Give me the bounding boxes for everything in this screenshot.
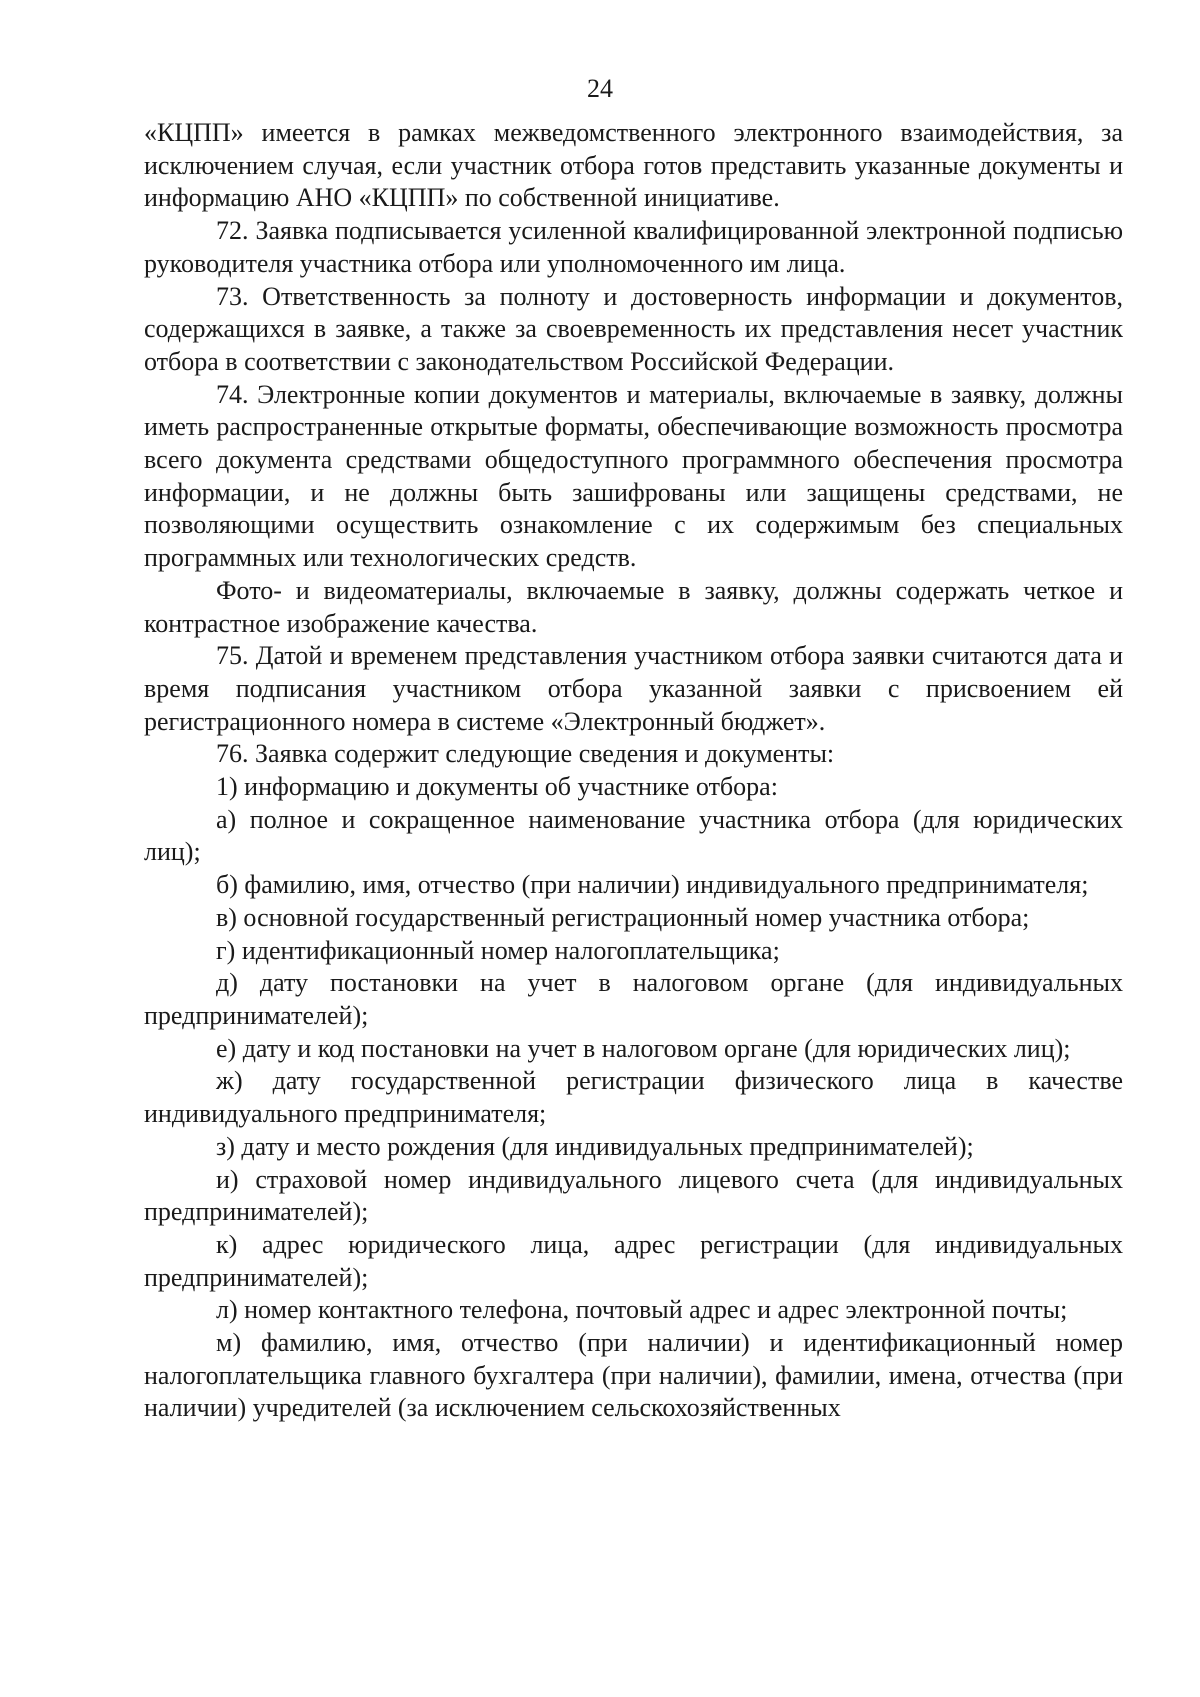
paragraph-continuation: «КЦПП» имеется в рамках межведомственного электронного взаимодействия, за исключением случая, если участник отбора готов представить указанные документы и информацию АНО «КЦПП» по собственной инициативе. (144, 118, 1123, 213)
list-item-k: к) адрес юридического лица, адрес регистрации (для индивидуальных предпринимателей); (144, 1229, 1123, 1292)
list-item-z: з) дату и место рождения (для индивидуальных предпринимателей); (216, 1131, 974, 1161)
list-item-e: е) дату и код постановки на учет в налоговом органе (для юридических лиц); (216, 1033, 1071, 1063)
paragraph-74: 74. Электронные копии документов и материалы, включаемые в заявку, должны иметь распространенные открытые форматы, обеспечивающие возможность просмотра всего документа средствами общедоступного программного обеспечения просмотра информации, и не должны быть зашифрованы или защищены средствами, не позволяющими осуществить ознакомление с их содержимым без специальных программных или технологических средств. (144, 379, 1123, 573)
list-item-m: м) фамилию, имя, отчество (при наличии) и идентификационный номер налогоплательщика главного бухгалтера (при наличии), фамилии, имена, отчества (при наличии) учредителей (за исключением сельскохозяйственных (144, 1328, 1123, 1423)
document-body (144, 117, 1123, 1425)
list-item-zh: ж) дату государственной регистрации физического лица в качестве индивидуального предпринимателя; (144, 1066, 1123, 1129)
paragraph-75: 75. Датой и временем представления участником отбора заявки считаются дата и время подписания участником отбора указанной заявки с присвоением ей регистрационного номера в системе «Электронный бюджет». (144, 641, 1123, 736)
list-item-b: б) фамилию, имя, отчество (при наличии) индивидуального предпринимателя; (216, 870, 1089, 900)
paragraph-photo-video: Фото- и видеоматериалы, включаемые в заявку, должны содержать четкое и контрастное изображение качества. (144, 575, 1123, 638)
list-item-l: л) номер контактного телефона, почтовый адрес и адрес электронной почты; (216, 1295, 1068, 1325)
list-item-v: в) основной государственный регистрационный номер участника отбора; (216, 902, 1030, 932)
list-item-d: д) дату постановки на учет в налоговом органе (для индивидуальных предпринимателей); (144, 968, 1123, 1030)
page-number: 24 (587, 74, 613, 103)
list-item-g: г) идентификационный номер налогоплательщика; (216, 935, 780, 965)
list-item-a: а) полное и сокращенное наименование участника отбора (для юридических лиц); (144, 804, 1123, 867)
paragraph-73: 73. Ответственность за полноту и достоверность информации и документов, содержащихся в заявке, а также за своевременность их представления несет участник отбора в соответствии с законодательством Российской Федерации. (144, 281, 1123, 376)
paragraph-76: 76. Заявка содержит следующие сведения и документы: (216, 739, 835, 769)
list-item-i: и) страховой номер индивидуального лицевого счета (для индивидуальных предпринимателей); (144, 1164, 1123, 1227)
paragraph-72: 72. Заявка подписывается усиленной квалифицированной электронной подписью руководителя участника отбора или уполномоченного им лица. (144, 216, 1123, 278)
list-item-1: 1) информацию и документы об участнике отбора: (216, 772, 778, 802)
